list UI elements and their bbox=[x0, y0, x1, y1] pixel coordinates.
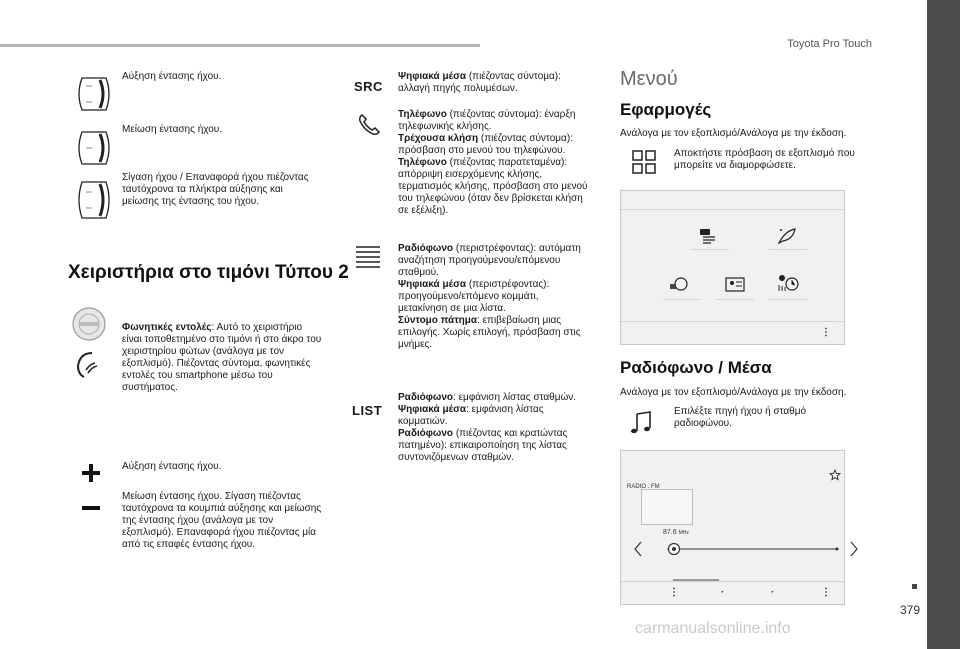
phone-bold-1: Τηλέφωνο bbox=[398, 109, 447, 120]
station-logo-placeholder bbox=[641, 489, 693, 525]
vol-down-text-2: Μείωση έντασης ήχου. Σίγαση πιέζοντας ταυτόχρονα τα κουμπιά αύξησης και μείωσης της έντασης ήχου (ανάλογα με τον εξοπλισμό). Επαναφορά ήχου πιέζοντας μία από τις επαφές έντασης ήχου. bbox=[122, 491, 322, 550]
steering-switch-vol-down-icon bbox=[72, 126, 116, 170]
src-text bbox=[398, 71, 588, 95]
tuner-slider[interactable] bbox=[667, 542, 843, 556]
minus-icon bbox=[80, 504, 102, 512]
frequency-unit: MHz bbox=[678, 530, 689, 536]
mute-text-1: Σίγαση ήχου / Επαναφορά ήχου πιέζοντας ταυτόχρονα τα πλήκτρα αύξησης και μείωσης της έντασης του ήχου. bbox=[122, 172, 309, 207]
more-options-icon[interactable]: ⋮ bbox=[821, 587, 831, 598]
voice-command-icon bbox=[72, 350, 102, 380]
radio-desc-3: : επιβεβαίωση μιας επιλογής. Χωρίς επιλογή, πρόσβαση στις μνήμες. bbox=[398, 315, 581, 350]
list-text bbox=[398, 392, 588, 464]
header-title: Toyota Pro Touch bbox=[787, 38, 872, 50]
screen-divider bbox=[621, 581, 844, 582]
screen-divider bbox=[621, 209, 844, 210]
page-number: 379 bbox=[899, 603, 920, 617]
steering-switch-mute-icon bbox=[72, 176, 116, 224]
screen-divider bbox=[621, 321, 844, 322]
steering-switch-vol-up-icon bbox=[72, 72, 116, 116]
screen-tile-underline bbox=[769, 299, 807, 300]
radio-bold-3: Σύντομο πάτημα bbox=[398, 315, 478, 326]
phone-bold-3: Τηλέφωνο bbox=[398, 157, 447, 168]
radio-media-title: Ραδιόφωνο / Μέσα bbox=[620, 358, 772, 377]
vol-up-text-1: Αύξηση έντασης ήχου. bbox=[122, 71, 222, 82]
radio-media-note: Ανάλογα με τον εξοπλισμό/Ανάλογα με την έκδοση. bbox=[620, 387, 847, 398]
list-bold-3: Ραδιόφωνο bbox=[398, 428, 454, 439]
frequency-readout bbox=[663, 529, 689, 536]
page-marker bbox=[912, 584, 917, 589]
phone-desc-2: (πιέζοντας σύντομα): πρόσβαση στο μενού του τηλεφώνου. bbox=[398, 133, 573, 156]
apps-grid-icon bbox=[632, 150, 656, 174]
voice-command-text bbox=[122, 322, 322, 394]
menu-title: Μενού bbox=[620, 68, 678, 90]
phone-text bbox=[398, 109, 588, 217]
page-sidebar bbox=[927, 0, 960, 649]
radio-desc-1: (περιστρέφοντας): αυτόματη αναζήτηση προηγούμενου/επόμενου σταθμού. bbox=[398, 243, 581, 278]
steering-wheel-icon bbox=[71, 306, 107, 342]
apps-note: Ανάλογα με τον εξοπλισμό/Ανάλογα με την έκδοση. bbox=[620, 128, 847, 139]
star-icon[interactable] bbox=[829, 469, 841, 481]
radio-desc-2: (περιστρέφοντας): προηγούμενο/επόμενο κομμάτι, μετακίνηση σε μια λίστα. bbox=[398, 279, 550, 314]
radio-bold-1: Ραδιόφωνο bbox=[398, 243, 454, 254]
chevron-left-icon[interactable] bbox=[633, 541, 643, 557]
thumbwheel-icon bbox=[354, 244, 382, 270]
preset-dot[interactable]: · bbox=[771, 587, 775, 598]
header-rule bbox=[0, 44, 480, 47]
energy-flow-icon[interactable] bbox=[669, 275, 689, 293]
apps-screen bbox=[620, 190, 845, 345]
vol-down-text-1: Μείωση έντασης ήχου. bbox=[122, 124, 223, 135]
list-desc-1: : εμφάνιση λίστας σταθμών. bbox=[453, 392, 577, 403]
chevron-right-icon[interactable] bbox=[849, 541, 859, 557]
timer-settings-icon[interactable] bbox=[777, 273, 799, 293]
more-options-icon[interactable]: ⋮ bbox=[821, 327, 831, 338]
list-bold-1: Ραδιόφωνο bbox=[398, 392, 454, 403]
screen-tile-underline bbox=[716, 299, 754, 300]
favorites-leaf-icon[interactable] bbox=[777, 227, 797, 245]
radio-band-label: RADIO . FM bbox=[627, 484, 660, 490]
radio-screen bbox=[620, 450, 845, 605]
list-label: LIST bbox=[352, 403, 383, 418]
contacts-card-icon[interactable] bbox=[725, 275, 745, 293]
vol-up-text-2: Αύξηση έντασης ήχου. bbox=[122, 461, 222, 472]
apps-title: Εφαρμογές bbox=[620, 100, 712, 119]
screen-tile-underline bbox=[691, 249, 729, 250]
music-note-icon bbox=[630, 410, 652, 436]
phone-bold-2: Τρέχουσα κλήση bbox=[398, 133, 479, 144]
plus-icon bbox=[80, 462, 102, 484]
src-desc: (πιέζοντας σύντομα): αλλαγή πηγής πολυμέσων. bbox=[398, 71, 561, 94]
phone-desc-1: (πιέζοντας σύντομα): έναρξη τηλεφωνικής κλήσης. bbox=[398, 109, 576, 132]
section-title-type2: Χειριστήρια στο τιμόνι Τύπου 2 bbox=[68, 262, 349, 283]
phone-icon bbox=[356, 112, 382, 138]
src-label: SRC bbox=[354, 79, 383, 94]
list-desc-3: (πιέζοντας και κρατώντας πατημένο): επικαιροποίηση της λίστας συντονιζόμενων σταθμών. bbox=[398, 428, 568, 463]
voice-command-desc: : Αυτό το χειριστήριο είναι τοποθετημένο στο τιμόνι ή στο άκρο του χειριστηρίου φώτων (ανάλογα με τον εξοπλισμό). Πιέζοντας σύντομα, φωνητικές εντολές του smartphone μέσω του συστήματος. bbox=[122, 322, 322, 393]
phone-desc-3: (πιέζοντας παρατεταμένα): απόρριψη εισερχόμενης κλήσης, τερματισμός κλήσης, πρόσβαση στο μενού του τηλεφώνου (όταν δεν βρίσκεται κλήση σε εξέλιξη). bbox=[398, 157, 588, 216]
radio-text bbox=[398, 243, 588, 351]
list-desc-2: : εμφάνιση λίστας κομματιών. bbox=[398, 404, 544, 427]
watermark: carmanualsonline.info bbox=[635, 620, 791, 637]
radio-bold-2: Ψηφιακά μέσα bbox=[398, 279, 467, 290]
list-bold-2: Ψηφιακά μέσα bbox=[398, 404, 467, 415]
apps-text: Αποκτήστε πρόσβαση σε εξοπλισμό που μπορείτε να διαμορφώσετε. bbox=[674, 148, 855, 171]
radio-media-text: Επιλέξτε πηγή ήχου ή σταθμό ραδιοφώνου. bbox=[674, 406, 807, 429]
voice-command-bold: Φωνητικές εντολές bbox=[122, 322, 212, 333]
preset-dot[interactable]: · bbox=[721, 587, 725, 598]
sms-icon[interactable] bbox=[699, 227, 717, 245]
src-bold: Ψηφιακά μέσα bbox=[398, 71, 467, 82]
frequency-value: 87.6 bbox=[663, 529, 677, 536]
screen-tile-underline bbox=[769, 249, 807, 250]
screen-tile-underline bbox=[663, 299, 701, 300]
preset-menu-icon[interactable]: ⋮ bbox=[669, 587, 679, 598]
